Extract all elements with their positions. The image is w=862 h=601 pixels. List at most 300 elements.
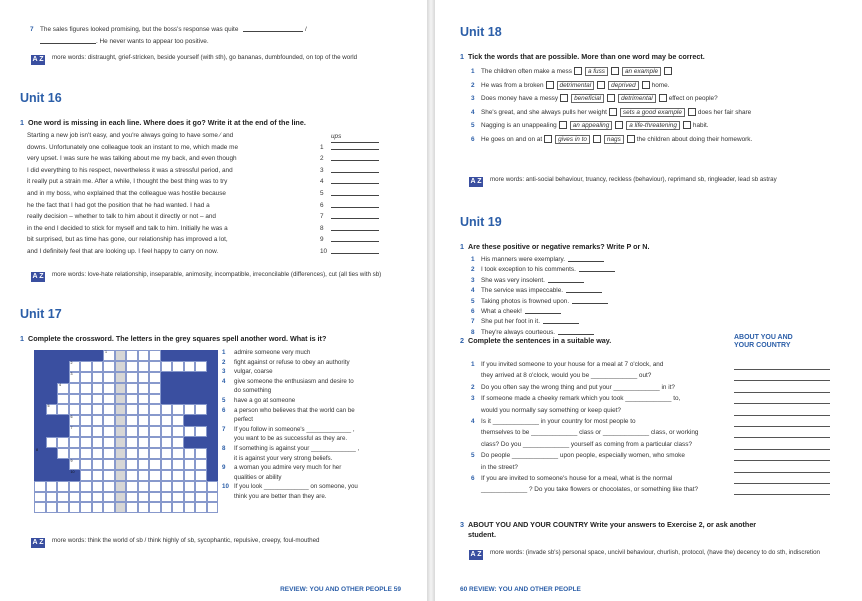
- crossword-cell: [34, 361, 46, 372]
- crossword-cell[interactable]: [115, 459, 127, 470]
- crossword-cell[interactable]: [126, 383, 138, 394]
- crossword-cell: [46, 394, 58, 405]
- answer-blank[interactable]: [320, 213, 379, 222]
- item-text: She put her foot in it.: [481, 318, 540, 326]
- about-answer-line[interactable]: [734, 449, 830, 450]
- crossword-cell[interactable]: [126, 502, 138, 513]
- option-word: deprived: [608, 81, 639, 90]
- crossword-cell[interactable]: [103, 448, 115, 459]
- unit-19-sentence: [471, 361, 663, 370]
- crossword-cell[interactable]: [184, 481, 196, 492]
- crossword-cell[interactable]: [207, 481, 219, 492]
- option-word: a life-threatening: [626, 121, 680, 130]
- crossword-cell[interactable]: [57, 394, 69, 405]
- crossword-cell[interactable]: [69, 404, 81, 415]
- a-z-icon: A Z: [470, 551, 482, 558]
- clue-number: 6: [222, 406, 226, 414]
- unit-19-sentence: [471, 475, 672, 484]
- crossword-cell[interactable]: [161, 470, 173, 481]
- item-number: 4: [471, 108, 475, 116]
- crossword-cell[interactable]: [172, 361, 184, 372]
- tick-box[interactable]: [574, 67, 582, 75]
- crossword-cell[interactable]: [57, 437, 69, 448]
- book-gutter: [427, 0, 435, 601]
- about-answer-line[interactable]: [734, 426, 830, 427]
- crossword-cell[interactable]: [195, 492, 207, 503]
- crossword-cell[interactable]: [138, 448, 150, 459]
- crossword-cell[interactable]: [195, 361, 207, 372]
- sentence-text: If someone made a cheeky remark which you took _____________ to,: [481, 395, 681, 403]
- a-z-icon: A Z: [32, 56, 44, 63]
- crossword-cell[interactable]: [57, 404, 69, 415]
- answer-blank[interactable]: [320, 225, 379, 234]
- answer-blank[interactable]: [572, 303, 608, 304]
- crossword-cell[interactable]: [195, 448, 207, 459]
- crossword-cell[interactable]: [126, 394, 138, 405]
- crossword-cell[interactable]: [80, 361, 92, 372]
- crossword-cell: [184, 394, 196, 405]
- answer-blank[interactable]: [320, 144, 379, 153]
- item-text-end: does her fair share: [697, 108, 752, 116]
- tick-box[interactable]: [615, 121, 623, 129]
- unit-16-ex1-heading: 1 One word is missing in each line. Where does it go? Write it at the end of the line.: [20, 118, 306, 127]
- crossword-cell[interactable]: [138, 372, 150, 383]
- crossword-cell[interactable]: [103, 404, 115, 415]
- option-word: beneficial: [571, 94, 604, 103]
- crossword-cell[interactable]: [149, 459, 161, 470]
- unit-19-item: [471, 256, 604, 265]
- item-text: What a cheek!: [481, 308, 522, 315]
- item-text-end: habit.: [692, 122, 709, 129]
- crossword-cell[interactable]: [126, 415, 138, 426]
- more-words-unit-16: more words: love-hate relationship, inseparable, animosity, incompatible, irreconcilable (differences), cut (all ties with sb): [52, 271, 382, 278]
- tick-box[interactable]: [609, 108, 617, 116]
- crossword-cell[interactable]: [138, 481, 150, 492]
- unit-19-sentence: [471, 407, 621, 416]
- cell-number: 7: [70, 426, 73, 431]
- crossword-cell: [161, 383, 173, 394]
- crossword-cell[interactable]: [126, 437, 138, 448]
- crossword-cell[interactable]: [115, 404, 127, 415]
- answer-blank[interactable]: [579, 271, 615, 272]
- crossword-cell[interactable]: [207, 502, 219, 513]
- option-word: gives in to: [555, 135, 590, 144]
- cell-number: 9: [70, 458, 73, 463]
- crossword-cell[interactable]: [195, 426, 207, 437]
- crossword-cell[interactable]: [80, 404, 92, 415]
- crossword-cell[interactable]: [80, 394, 92, 405]
- crossword-cell: [195, 415, 207, 426]
- crossword-cell: [57, 470, 69, 481]
- answer-blank[interactable]: [320, 202, 379, 211]
- crossword-cell[interactable]: [92, 383, 104, 394]
- more-words-unit-19: more words: (invade sb's) personal space, uncivil behaviour, churlish, protocol, (have the) decency to do sth, indiscretion: [490, 549, 820, 556]
- answer-blank[interactable]: [568, 261, 604, 262]
- tick-box[interactable]: [559, 121, 567, 129]
- crossword-cell[interactable]: [80, 415, 92, 426]
- crossword-cell[interactable]: [184, 502, 196, 513]
- cell-number: 2: [70, 360, 73, 365]
- crossword-cell[interactable]: [92, 394, 104, 405]
- about-answer-line[interactable]: [734, 369, 830, 370]
- crossword-cell[interactable]: [80, 448, 92, 459]
- crossword-cell[interactable]: [126, 481, 138, 492]
- crossword-cell[interactable]: [80, 426, 92, 437]
- crossword-cell[interactable]: [69, 502, 81, 513]
- answer-blank[interactable]: [320, 248, 379, 257]
- crossword-cell[interactable]: [149, 481, 161, 492]
- tick-box[interactable]: [627, 135, 635, 143]
- crossword-cell: [34, 383, 46, 394]
- crossword-cell[interactable]: [149, 394, 161, 405]
- answer-blank[interactable]: [320, 167, 379, 176]
- crossword-cell[interactable]: [103, 470, 115, 481]
- crossword-cell[interactable]: [161, 361, 173, 372]
- crossword-cell[interactable]: [138, 350, 150, 361]
- crossword-cell[interactable]: [69, 459, 81, 470]
- crossword-cell[interactable]: [69, 426, 81, 437]
- crossword-cell[interactable]: [184, 404, 196, 415]
- crossword-cell[interactable]: [149, 415, 161, 426]
- crossword-cell[interactable]: [34, 492, 46, 503]
- crossword-cell[interactable]: [138, 404, 150, 415]
- about-answer-line[interactable]: [734, 403, 830, 404]
- crossword-cell[interactable]: [80, 470, 92, 481]
- unit-19-item: [471, 318, 579, 327]
- crossword-cell[interactable]: [92, 426, 104, 437]
- sentence-text: If you are invited to someone's house for a meal, what is the normal: [481, 475, 673, 482]
- crossword-cell[interactable]: [80, 481, 92, 492]
- crossword-cell[interactable]: [149, 372, 161, 383]
- answer-value: [331, 241, 379, 242]
- crossword-cell[interactable]: [46, 437, 58, 448]
- crossword-cell[interactable]: [46, 502, 58, 513]
- item-text-end: effect on people?: [668, 95, 718, 102]
- about-answer-line[interactable]: [734, 380, 830, 381]
- crossword-cell[interactable]: [161, 459, 173, 470]
- crossword-cell[interactable]: [195, 481, 207, 492]
- option-word: detrimental: [618, 94, 656, 103]
- crossword-cell[interactable]: [57, 502, 69, 513]
- tick-box[interactable]: [597, 81, 605, 89]
- crossword-cell[interactable]: [161, 448, 173, 459]
- unit-18-item: [471, 81, 669, 91]
- crossword-cell: [207, 372, 219, 383]
- crossword-cell: [184, 437, 196, 448]
- clue-text: admire someone very much: [234, 349, 311, 356]
- crossword-cell[interactable]: [138, 394, 150, 405]
- crossword-cell[interactable]: [80, 492, 92, 503]
- crossword-cell[interactable]: [103, 481, 115, 492]
- answer-blank[interactable]: [548, 282, 584, 283]
- about-answer-line[interactable]: [734, 415, 830, 416]
- answer-blank[interactable]: [543, 323, 579, 324]
- crossword-cell[interactable]: [126, 372, 138, 383]
- crossword-cell[interactable]: [115, 383, 127, 394]
- crossword-cell[interactable]: [57, 492, 69, 503]
- tick-box[interactable]: [664, 67, 672, 75]
- item-text: Does money have a messy: [481, 95, 559, 102]
- crossword-cell[interactable]: [69, 448, 81, 459]
- tick-box[interactable]: [642, 81, 650, 89]
- crossword-cell: [34, 426, 46, 437]
- crossword-cell[interactable]: [103, 350, 115, 361]
- answer-value: [331, 195, 379, 196]
- crossword-cell[interactable]: [115, 394, 127, 405]
- crossword-cell: [184, 415, 196, 426]
- unit-19-sentence: [471, 418, 636, 427]
- crossword-cell[interactable]: [126, 492, 138, 503]
- crossword-cell[interactable]: [149, 502, 161, 513]
- crossword-cell[interactable]: [57, 383, 69, 394]
- tick-box[interactable]: [560, 94, 568, 102]
- crossword-cell[interactable]: [126, 448, 138, 459]
- crossword-cell[interactable]: [92, 492, 104, 503]
- crossword-cell[interactable]: [34, 502, 46, 513]
- crossword-cell[interactable]: [161, 426, 173, 437]
- crossword-cell[interactable]: [172, 502, 184, 513]
- crossword-cell[interactable]: [92, 502, 104, 513]
- crossword-cell[interactable]: [92, 372, 104, 383]
- crossword-cell[interactable]: [103, 415, 115, 426]
- crossword-cell[interactable]: [115, 426, 127, 437]
- clue-number: 4: [222, 377, 226, 385]
- crossword-cell[interactable]: [92, 481, 104, 492]
- item-number: 6: [471, 135, 475, 143]
- about-answer-line[interactable]: [734, 472, 830, 473]
- crossword-cell[interactable]: [46, 481, 58, 492]
- item-number: 2: [471, 81, 475, 89]
- about-answer-line[interactable]: [734, 460, 830, 461]
- about-answer-line[interactable]: [734, 437, 830, 438]
- crossword-cell[interactable]: [138, 361, 150, 372]
- crossword-cell[interactable]: [184, 448, 196, 459]
- crossword-clue: [222, 416, 253, 424]
- tick-box[interactable]: [659, 94, 667, 102]
- crossword-cell[interactable]: [126, 404, 138, 415]
- item-number: 2: [471, 266, 475, 274]
- answer-blank[interactable]: [320, 190, 379, 199]
- crossword-cell[interactable]: [69, 437, 81, 448]
- crossword-cell[interactable]: [161, 502, 173, 513]
- crossword-cell[interactable]: [138, 459, 150, 470]
- unit-18-item: [471, 94, 718, 104]
- crossword-cell[interactable]: [57, 448, 69, 459]
- crossword-cell: [207, 415, 219, 426]
- crossword-cell[interactable]: [184, 361, 196, 372]
- crossword-cell: [46, 470, 58, 481]
- crossword-cell[interactable]: [126, 350, 138, 361]
- crossword-cell[interactable]: [195, 404, 207, 415]
- clue-text: think you are better than they are.: [234, 493, 327, 500]
- answer-blank[interactable]: [320, 132, 379, 143]
- crossword-cell[interactable]: [195, 470, 207, 481]
- crossword-cell[interactable]: [172, 481, 184, 492]
- crossword-cell[interactable]: [69, 492, 81, 503]
- clue-text: qualities or ability: [234, 473, 282, 481]
- crossword-cell: [207, 350, 219, 361]
- crossword-cell[interactable]: [115, 350, 127, 361]
- tick-box[interactable]: [611, 67, 619, 75]
- crossword-cell[interactable]: [103, 426, 115, 437]
- more-words-unit-17: more words: think the world of sb / think highly of sb, sycophantic, repulsive, creepy, foul-mouthed: [52, 537, 320, 544]
- tick-box[interactable]: [607, 94, 615, 102]
- crossword-cell[interactable]: [103, 383, 115, 394]
- crossword-cell[interactable]: [103, 437, 115, 448]
- crossword-cell[interactable]: [138, 426, 150, 437]
- crossword-cell[interactable]: [92, 459, 104, 470]
- crossword-cell[interactable]: [80, 383, 92, 394]
- crossword-cell[interactable]: [149, 350, 161, 361]
- option-word: nags: [604, 135, 624, 144]
- answer-blank[interactable]: [566, 292, 602, 293]
- about-answer-line[interactable]: [734, 392, 830, 393]
- crossword-cell: [195, 383, 207, 394]
- crossword-cell[interactable]: [92, 470, 104, 481]
- crossword-cell[interactable]: [103, 502, 115, 513]
- unit-17-ex1-heading: 1 Complete the crossword. The letters in the grey squares spell another word. What is it?: [20, 334, 327, 343]
- crossword-cell[interactable]: [103, 459, 115, 470]
- crossword-cell[interactable]: [46, 492, 58, 503]
- crossword-cell[interactable]: [80, 502, 92, 513]
- crossword-cell[interactable]: [46, 404, 58, 415]
- clue-text: perfect: [234, 416, 253, 424]
- unit-17-title: Unit 17: [20, 307, 62, 321]
- crossword-cell[interactable]: [172, 470, 184, 481]
- crossword-cell[interactable]: [92, 404, 104, 415]
- crossword-cell[interactable]: [126, 361, 138, 372]
- footer-page-59: REVIEW: YOU AND OTHER PEOPLE 59: [280, 586, 401, 594]
- crossword-cell[interactable]: [172, 415, 184, 426]
- crossword-cell[interactable]: [195, 502, 207, 513]
- crossword-cell[interactable]: [184, 459, 196, 470]
- crossword-cell[interactable]: [103, 361, 115, 372]
- crossword-cell[interactable]: [115, 470, 127, 481]
- crossword-cell[interactable]: [161, 437, 173, 448]
- crossword-cell[interactable]: [184, 426, 196, 437]
- unit-19-sentence: [471, 452, 685, 461]
- tick-box[interactable]: [544, 135, 552, 143]
- crossword-cell[interactable]: [138, 415, 150, 426]
- crossword-clue: [222, 387, 271, 395]
- unit-18-item: [471, 121, 709, 131]
- answer-blank[interactable]: [558, 334, 594, 335]
- crossword-cell[interactable]: [115, 437, 127, 448]
- crossword-cell[interactable]: [138, 437, 150, 448]
- crossword-cell[interactable]: [34, 481, 46, 492]
- tick-box[interactable]: [688, 108, 696, 116]
- crossword-cell[interactable]: [172, 459, 184, 470]
- item-number: 4: [471, 418, 475, 425]
- crossword-cell[interactable]: [149, 361, 161, 372]
- answer-blank[interactable]: [320, 155, 379, 164]
- clue-text: fight against or refuse to obey an authority: [234, 358, 350, 366]
- crossword-cell[interactable]: [149, 437, 161, 448]
- crossword-cell[interactable]: [69, 372, 81, 383]
- crossword-cell[interactable]: [57, 481, 69, 492]
- unit-19-ex1-heading: 1 Are these positive or negative remarks? Write P or N.: [460, 242, 650, 251]
- crossword-cell[interactable]: [115, 502, 127, 513]
- crossword-cell[interactable]: [138, 492, 150, 503]
- answer-blank[interactable]: [320, 178, 379, 187]
- crossword-cell[interactable]: [126, 426, 138, 437]
- crossword-cell[interactable]: [69, 415, 81, 426]
- crossword-cell[interactable]: [138, 502, 150, 513]
- about-answer-line[interactable]: [734, 483, 830, 484]
- crossword-cell[interactable]: [172, 404, 184, 415]
- crossword-cell[interactable]: [69, 383, 81, 394]
- answer-blank[interactable]: [525, 313, 561, 314]
- crossword-cell[interactable]: [172, 426, 184, 437]
- tick-box[interactable]: [546, 81, 554, 89]
- tick-box[interactable]: [683, 121, 691, 129]
- tick-box[interactable]: [593, 135, 601, 143]
- crossword-cell[interactable]: [149, 383, 161, 394]
- crossword-cell[interactable]: [184, 470, 196, 481]
- crossword-cell: [57, 372, 69, 383]
- crossword-cell[interactable]: [161, 481, 173, 492]
- item-text: I took exception to his comments.: [481, 266, 576, 274]
- crossword-cell[interactable]: [92, 361, 104, 372]
- crossword-cell[interactable]: [92, 437, 104, 448]
- cell-number: 10: [70, 469, 75, 474]
- crossword-cell[interactable]: [195, 459, 207, 470]
- crossword-cell[interactable]: [126, 459, 138, 470]
- crossword-cell[interactable]: [92, 448, 104, 459]
- crossword-cell[interactable]: [138, 470, 150, 481]
- crossword-cell[interactable]: [103, 492, 115, 503]
- crossword-cell[interactable]: [149, 426, 161, 437]
- crossword-cell[interactable]: [149, 404, 161, 415]
- crossword-cell[interactable]: [172, 448, 184, 459]
- crossword-cell[interactable]: [161, 404, 173, 415]
- crossword-cell[interactable]: [149, 470, 161, 481]
- cell-number: 8: [36, 448, 38, 453]
- crossword-cell[interactable]: [103, 372, 115, 383]
- crossword-cell[interactable]: [115, 361, 127, 372]
- crossword-cell[interactable]: [126, 470, 138, 481]
- crossword-cell[interactable]: [69, 361, 81, 372]
- crossword-cell[interactable]: [80, 437, 92, 448]
- crossword-cell: [46, 426, 58, 437]
- crossword-cell[interactable]: [103, 394, 115, 405]
- clue-text: a woman you admire very much for her: [234, 464, 342, 472]
- crossword-cell[interactable]: [207, 492, 219, 503]
- crossword-cell[interactable]: [115, 415, 127, 426]
- crossword-cell[interactable]: [80, 459, 92, 470]
- about-answer-line[interactable]: [734, 494, 830, 495]
- crossword-cell: [34, 350, 46, 361]
- crossword-cell[interactable]: [69, 481, 81, 492]
- crossword-cell[interactable]: [138, 383, 150, 394]
- crossword-cell[interactable]: [172, 437, 184, 448]
- crossword-cell[interactable]: [115, 492, 127, 503]
- crossword-cell[interactable]: [92, 415, 104, 426]
- crossword-cell[interactable]: [161, 492, 173, 503]
- crossword-cell[interactable]: [184, 492, 196, 503]
- crossword-cell[interactable]: [80, 372, 92, 383]
- crossword-cell[interactable]: [115, 481, 127, 492]
- crossword-cell[interactable]: [149, 492, 161, 503]
- crossword-cell[interactable]: [172, 492, 184, 503]
- crossword-cell[interactable]: [115, 448, 127, 459]
- crossword-cell[interactable]: [69, 394, 81, 405]
- crossword-cell[interactable]: [161, 415, 173, 426]
- crossword-cell[interactable]: [149, 448, 161, 459]
- crossword-cell[interactable]: [115, 372, 127, 383]
- crossword-grid: [34, 350, 218, 513]
- answer-blank[interactable]: [320, 236, 379, 245]
